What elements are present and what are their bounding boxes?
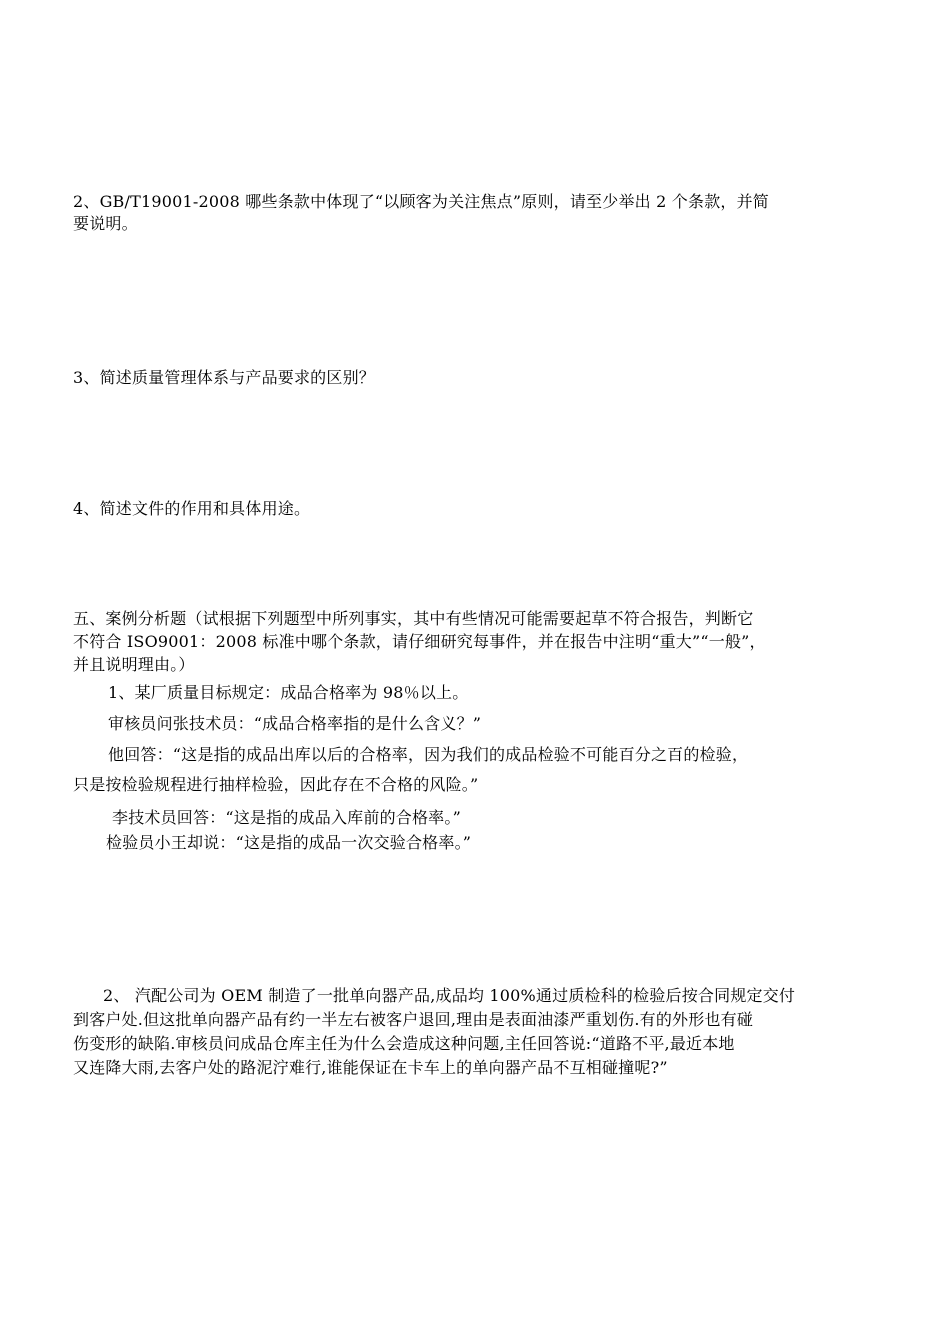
case-2-line-1: 2、 汽配公司为 OEM 制造了一批单向器产品,成品均 100%通过质检科的检验后按合同规定交付 <box>103 986 796 1005</box>
case-2-line-3: 伤变形的缺陷.审核员问成品仓库主任为什么会造成这种问题,主任回答说:“道路不平,最近本地 <box>73 1034 735 1053</box>
case-1-paragraph-2: 审核员问张技术员：“成品合格率指的是什么含义？” <box>108 714 482 733</box>
question-2-line-2: 要说明。 <box>73 214 138 233</box>
question-2-line-1: 2、GB/T19001-2008 哪些条款中体现了“以顾客为关注焦点”原则，请至少举出 2 个条款，并简 <box>73 192 770 211</box>
question-4-line-1: 4、简述文件的作用和具体用途。 <box>73 499 311 518</box>
case-2-line-4: 又连降大雨,去客户处的路泥泞难行,谁能保证在卡车上的单向器产品不互相碰撞呢?” <box>73 1058 668 1077</box>
case-1-paragraph-3-line-1: 他回答：“这是指的成品出库以后的合格率，因为我们的成品检验不可能百分之百的检验， <box>108 745 749 764</box>
case-2-line-2: 到客户处.但这批单向器产品有约一半左右被客户退回,理由是表面油漆严重划伤.有的外形也有碰 <box>73 1010 754 1029</box>
question-3-line-1: 3、简述质量管理体系与产品要求的区别？ <box>73 368 375 387</box>
case-1-paragraph-5: 检验员小王却说：“这是指的成品一次交验合格率。” <box>106 833 472 852</box>
section-5-line-1: 五、案例分析题（试根据下列题型中所列事实，其中有些情况可能需要起草不符合报告，判断它 <box>73 609 754 628</box>
case-1-paragraph-3-line-2: 只是按检验规程进行抽样检验，因此存在不合格的风险。” <box>73 775 479 794</box>
section-5-line-3: 并且说明理由。） <box>73 655 195 674</box>
case-1-paragraph-4: 李技术员回答：“这是指的成品入库前的合格率。” <box>112 808 461 827</box>
section-5-line-2: 不符合 ISO9001：2008 标准中哪个条款，请仔细研究每事件，并在报告中注明“重大”“一般”， <box>73 632 766 651</box>
case-1-paragraph-1: 1、某厂质量目标规定：成品合格率为 98％以上。 <box>108 683 469 702</box>
